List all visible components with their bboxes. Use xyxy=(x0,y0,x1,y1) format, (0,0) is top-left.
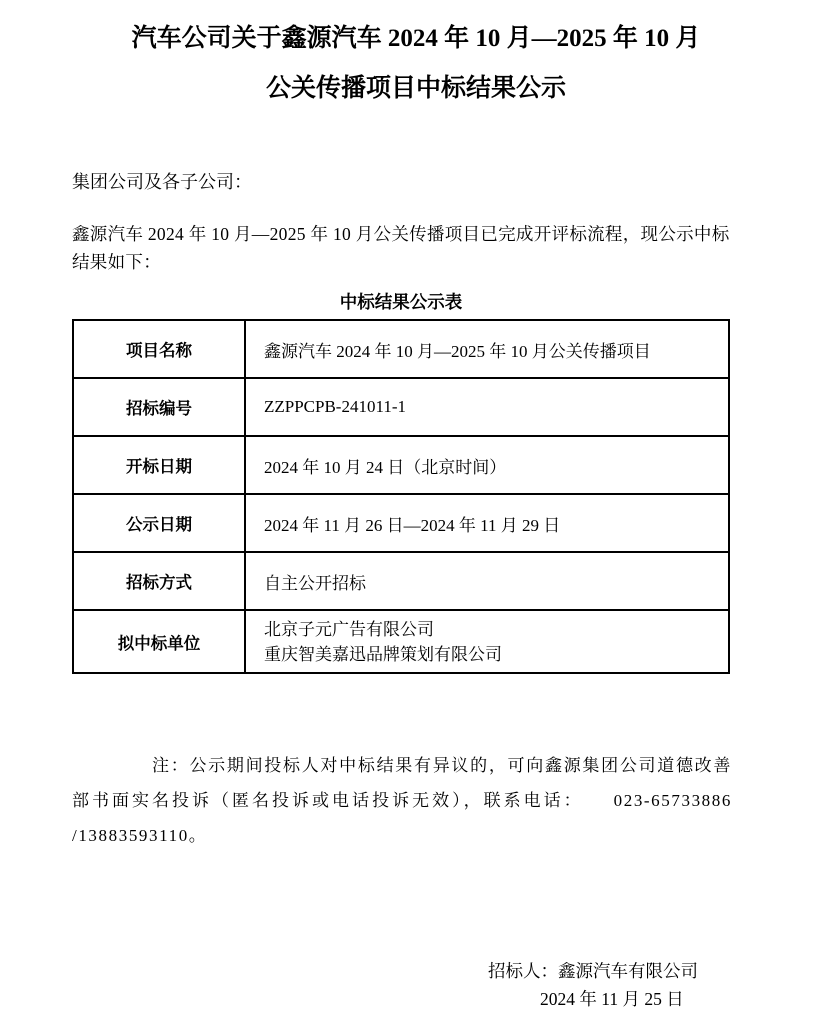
bid-result-table xyxy=(72,319,730,674)
row-label-tender-number: 招标编号 xyxy=(73,378,245,436)
signature-block xyxy=(488,957,732,1013)
row-value-project-name: 鑫源汽车 2024 年 10 月—2025 年 10 月公关传播项目 xyxy=(245,320,729,378)
table-row xyxy=(73,378,729,436)
row-label-tender-method: 招标方式 xyxy=(73,552,245,610)
document-title xyxy=(0,0,832,114)
row-value-winning-bidders xyxy=(245,610,729,673)
signature-date: 2024 年 11 月 25 日 xyxy=(540,989,684,1009)
document-body xyxy=(0,170,832,1013)
row-value-tender-number: ZZPPCPB-241011-1 xyxy=(245,378,729,436)
winning-bidder-2: 重庆智美嘉迅品牌策划有限公司 xyxy=(264,644,502,664)
note-body: 公示期间投标人对中标结果有异议的，可向鑫源集团公司道德改善部书面实名投诉（匿名投诉或电话投诉无效），联系电话： xyxy=(72,756,733,810)
row-value-tender-method: 自主公开招标 xyxy=(245,552,729,610)
table-row xyxy=(73,610,729,673)
table-row xyxy=(73,552,729,610)
note-phone-numbers: 023-65733886 /13883593110。 xyxy=(72,791,732,845)
document-title-line2: 公关传播项目中标结果公示 xyxy=(265,75,566,102)
row-value-publicity-date: 2024 年 11 月 26 日—2024 年 11 月 29 日 xyxy=(245,494,729,552)
table-row xyxy=(73,436,729,494)
table-row xyxy=(73,320,729,378)
row-label-publicity-date: 公示日期 xyxy=(73,494,245,552)
note-paragraph xyxy=(72,748,732,853)
salutation: 集团公司及各子公司： xyxy=(72,172,252,192)
winning-bidder-1: 北京子元广告有限公司 xyxy=(264,619,434,639)
table-row xyxy=(73,494,729,552)
row-label-winning-bidders: 拟中标单位 xyxy=(73,610,245,673)
row-label-project-name: 项目名称 xyxy=(73,320,245,378)
row-label-opening-date: 开标日期 xyxy=(73,436,245,494)
intro-paragraph: 鑫源汽车 2024 年 10 月—2025 年 10 月公关传播项目已完成开评标流程，现公示中标结果如下： xyxy=(72,224,730,272)
table-caption: 中标结果公示表 xyxy=(339,292,463,312)
note-prefix: 注： xyxy=(152,756,190,775)
row-value-opening-date: 2024 年 10 月 24 日（北京时间） xyxy=(245,436,729,494)
bidder-name: 招标人：鑫源汽车有限公司 xyxy=(488,961,698,981)
document-title-line1: 汽车公司关于鑫源汽车 2024 年 10 月—2025 年 10 月 xyxy=(131,25,701,52)
